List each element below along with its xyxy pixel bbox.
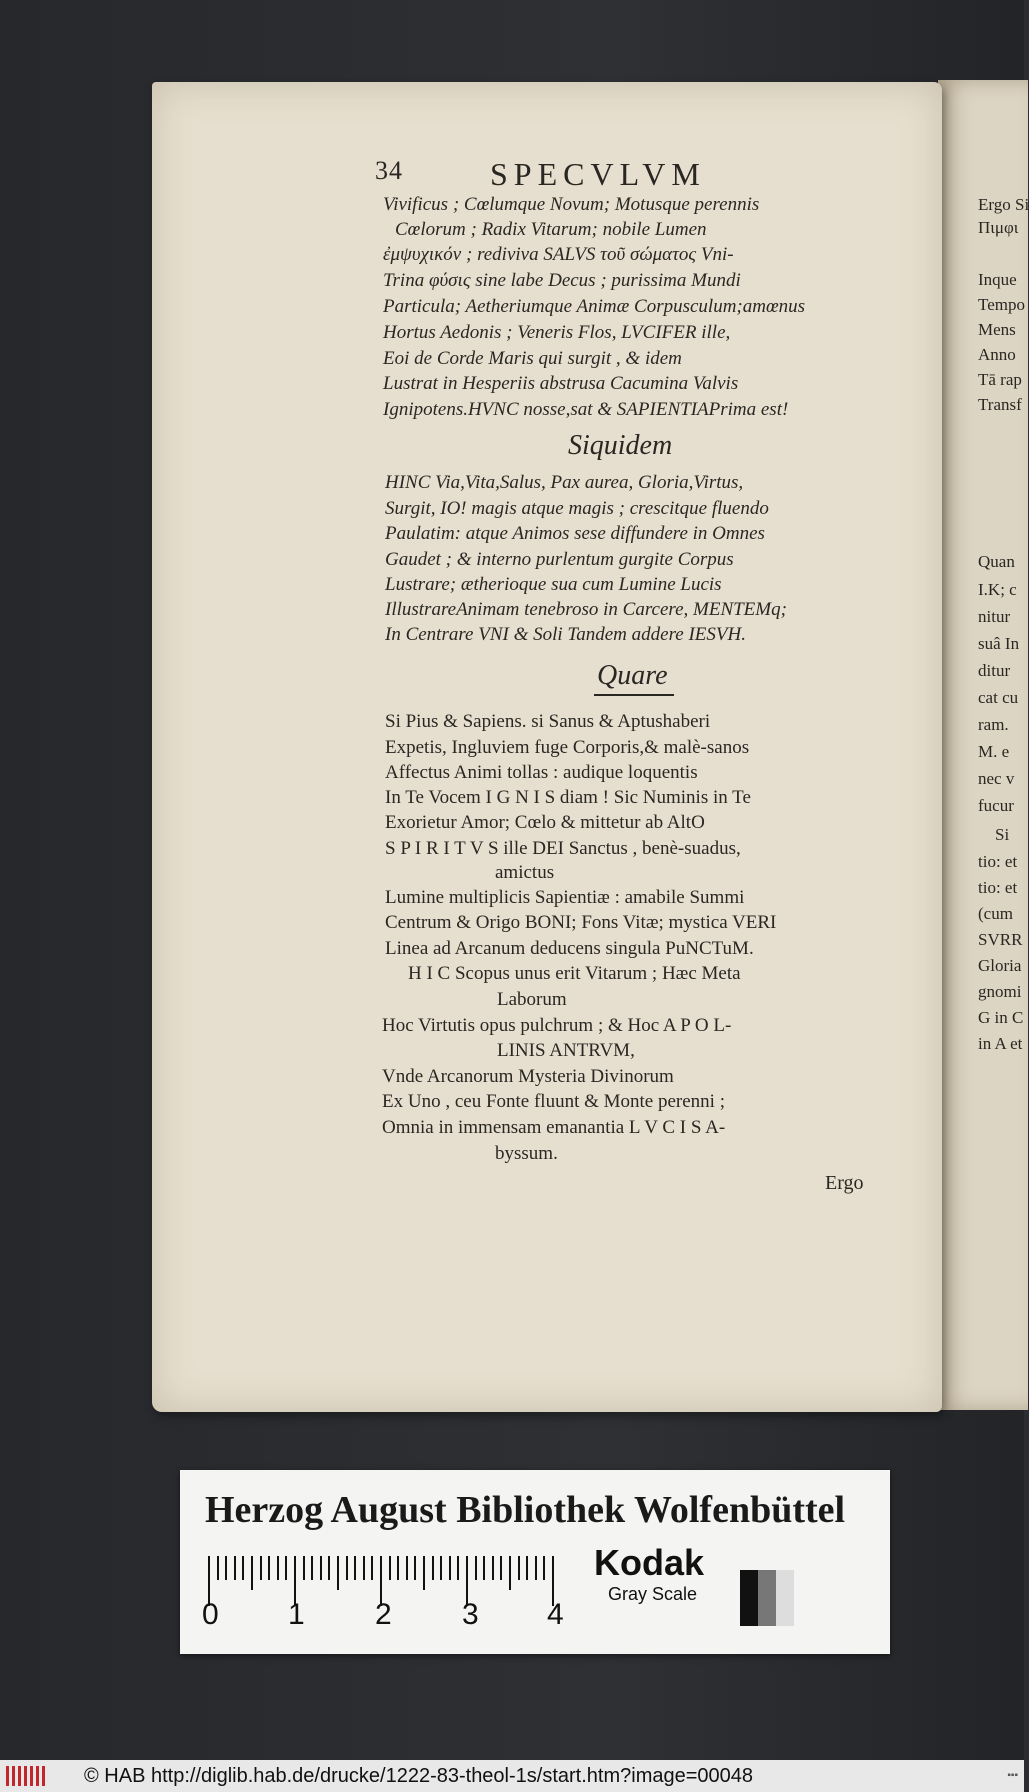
ruler-tick — [414, 1556, 416, 1580]
gray-scale-label: Gray Scale — [608, 1584, 698, 1604]
logo-bar — [36, 1766, 39, 1786]
text-line: In Centrare VNI & Soli Tandem addere IESVH. — [385, 624, 746, 645]
ruler-tick — [397, 1556, 399, 1580]
facing-page-text: in A et — [978, 1034, 1023, 1053]
facing-page-text: Mens — [978, 320, 1016, 339]
text-line: Hortus Aedonis ; Veneris Flos, LVCIFER ille, — [383, 322, 731, 343]
ruler-tick — [217, 1556, 219, 1580]
ruler-tick — [337, 1556, 339, 1590]
ruler-tick — [251, 1556, 253, 1590]
ruler-tick — [509, 1556, 511, 1590]
text-line: byssum. — [495, 1143, 558, 1164]
text-line: Expetis, Ingluviem fuge Corporis,& malè-sanos — [385, 737, 750, 758]
facing-page-text: Transf — [978, 395, 1022, 414]
ruler-tick — [457, 1556, 459, 1580]
facing-page-text: tio: et — [978, 852, 1018, 871]
logo-bar — [18, 1766, 21, 1786]
text-line: Centrum & Origo BONI; Fons Vitæ; mystica VERI — [385, 912, 777, 933]
logo-bar — [24, 1766, 27, 1786]
ruler-tick — [518, 1556, 520, 1580]
ruler-tick — [492, 1556, 494, 1580]
facing-page-text: Anno — [978, 345, 1016, 364]
text-line: Linea ad Arcanum deducens singula PuNCTuM. — [385, 938, 754, 959]
logo-bar — [12, 1766, 15, 1786]
text-line: In Te Vocem I G N I S diam ! Sic Numinis in Te — [385, 787, 751, 808]
gray-swatch-light — [776, 1570, 794, 1626]
ruler-number: 1 — [288, 1598, 305, 1631]
text-line: Vivificus ; Cœlumque Novum; Motusque perennis — [383, 194, 760, 215]
ruler-tick — [328, 1556, 330, 1580]
facing-page-text: Inque — [978, 270, 1017, 289]
hab-logo-icon — [6, 1766, 48, 1786]
text-line: Cœlorum ; Radix Vitarum; nobile Lumen — [395, 219, 707, 240]
ruler-tick — [363, 1556, 365, 1580]
text-line: S P I R I T V S ille DEI Sanctus , benè-suadus, — [385, 838, 741, 859]
text-line: Lumine multiplicis Sapientiæ : amabile Summi — [385, 887, 745, 908]
ruler-tick — [543, 1556, 545, 1580]
text-line: Vnde Arcanorum Mysteria Divinorum — [382, 1066, 674, 1087]
text-line: Particula; Aetheriumque Animæ Corpusculum;amœnus — [383, 296, 806, 317]
text-line: IllustrareAnimam tenebroso in Carcere, MENTEMq; — [385, 599, 787, 620]
facing-page-text: nitur — [978, 607, 1011, 626]
ruler-tick — [234, 1556, 236, 1580]
text-line: amictus — [495, 862, 555, 883]
ruler-number: 2 — [375, 1598, 392, 1631]
facing-page-text: Ergo Si — [978, 195, 1029, 214]
text-line: LINIS ANTRVM, — [497, 1040, 635, 1061]
text-line: Lustrat in Hesperiis abstrusa Cacumina Valvis — [383, 373, 739, 394]
text-line: ἐμψυχικόν ; rediviva SALVS τοῦ σώματος Vni- — [383, 244, 734, 265]
text-line: Laborum — [497, 989, 567, 1010]
ruler-tick — [260, 1556, 262, 1580]
ruler-tick — [311, 1556, 313, 1580]
logo-bar — [6, 1766, 9, 1786]
ruler-tick — [535, 1556, 537, 1580]
text-line: Hoc Virtutis opus pulchrum ; & Hoc A P O L- — [382, 1015, 732, 1036]
section-heading-quare: Quare — [597, 660, 668, 691]
page-number: 34 — [375, 156, 403, 185]
facing-page-text: fucur — [978, 796, 1014, 815]
library-label-card — [180, 1470, 890, 1654]
ruler-tick — [500, 1556, 502, 1580]
logo-bar — [42, 1766, 45, 1786]
text-line: Surgit, IO! magis atque magis ; crescitque fluendo — [385, 498, 769, 519]
facing-page-text: Gloria — [978, 956, 1022, 975]
ruler-tick — [320, 1556, 322, 1580]
ruler-tick — [225, 1556, 227, 1580]
library-name: Herzog August Bibliothek Wolfenbüttel — [205, 1489, 846, 1531]
ruler-tick — [346, 1556, 348, 1580]
facing-page-text: G in C — [978, 1008, 1024, 1027]
facing-page-text: (cum — [978, 904, 1013, 923]
gray-swatch-mid — [758, 1570, 776, 1626]
facing-page-text: Tempo — [978, 295, 1025, 314]
text-line: HINC Via,Vita,Salus, Pax aurea, Gloria,Virtus, — [385, 472, 744, 493]
heading-underline — [594, 694, 674, 696]
text-line: Exorietur Amor; Cœlo & mittetur ab AltO — [385, 812, 705, 833]
facing-page-text: Si — [995, 825, 1010, 844]
ruler-tick — [277, 1556, 279, 1580]
ruler-tick — [242, 1556, 244, 1580]
ruler-number: 4 — [547, 1598, 564, 1631]
ruler-number: 0 — [202, 1598, 219, 1631]
facing-page-text: I.K; c — [978, 580, 1017, 599]
facing-page-text: suâ In — [978, 634, 1020, 653]
facing-page-text: SVRR — [978, 930, 1023, 949]
ruler-tick — [268, 1556, 270, 1580]
facing-page-text: tio: et — [978, 878, 1018, 897]
facing-page-text: ram. — [978, 715, 1009, 734]
section-heading-siquidem: Siquidem — [568, 430, 673, 461]
ruler-tick — [354, 1556, 356, 1580]
text-line: Eoi de Corde Maris qui surgit , & idem — [383, 348, 682, 369]
kodak-logo: Kodak — [594, 1542, 705, 1583]
text-line: Omnia in immensam emanantia L V C I S A- — [382, 1117, 726, 1138]
ruler-tick — [406, 1556, 408, 1580]
ruler-tick — [526, 1556, 528, 1580]
facing-page-text: M. e — [978, 742, 1010, 761]
running-title: SPECVLVM — [490, 156, 706, 192]
facing-page-text: nec v — [978, 769, 1015, 788]
corner-marker-icon: ▪▪▪ — [1007, 1770, 1018, 1781]
text-line: Ignipotens.HVNC nosse,sat & SAPIENTIAPrima est! — [383, 399, 789, 420]
ruler-tick — [483, 1556, 485, 1580]
copyright-url[interactable]: © HAB http://diglib.hab.de/drucke/1222-83-theol-1s/start.htm?image=00048 — [84, 1765, 754, 1787]
ruler-tick — [432, 1556, 434, 1580]
text-line: Lustrare; ætherioque sua cum Lumine Lucis — [385, 574, 722, 595]
logo-bar — [30, 1766, 33, 1786]
viewer-footer — [0, 1760, 1024, 1792]
text-line: Si Pius & Sapiens. si Sanus & Aptushaberi — [385, 711, 711, 732]
gray-swatch-black — [740, 1570, 758, 1626]
facing-page-text: Tā rap — [978, 370, 1022, 389]
text-line: Trina φύσις sine labe Decus ; purissima Mundi — [383, 270, 741, 291]
ruler-tick — [371, 1556, 373, 1580]
facing-page-text: gnomi — [978, 982, 1022, 1001]
text-line: Paulatim: atque Animos sese diffundere in Omnes — [385, 523, 765, 544]
ruler-tick — [475, 1556, 477, 1580]
text-line: Affectus Animi tollas : audique loquentis — [385, 762, 698, 783]
ruler-tick — [440, 1556, 442, 1580]
text-line: H I C Scopus unus erit Vitarum ; Hæc Meta — [408, 963, 741, 984]
ruler-tick — [389, 1556, 391, 1580]
facing-page-text: cat cu — [978, 688, 1019, 707]
facing-page-text: Quan — [978, 552, 1015, 571]
text-line: Ex Uno , ceu Fonte fluunt & Monte perenni ; — [382, 1091, 725, 1112]
ruler-tick — [449, 1556, 451, 1580]
catchword: Ergo — [825, 1172, 864, 1194]
ruler-tick — [423, 1556, 425, 1590]
facing-page-text: Πιμφι — [978, 218, 1019, 237]
ruler-number: 3 — [462, 1598, 479, 1631]
text-line: Gaudet ; & interno purlentum gurgite Corpus — [385, 549, 734, 570]
ruler-tick — [285, 1556, 287, 1580]
ruler-tick — [303, 1556, 305, 1580]
facing-page-text: ditur — [978, 661, 1011, 680]
